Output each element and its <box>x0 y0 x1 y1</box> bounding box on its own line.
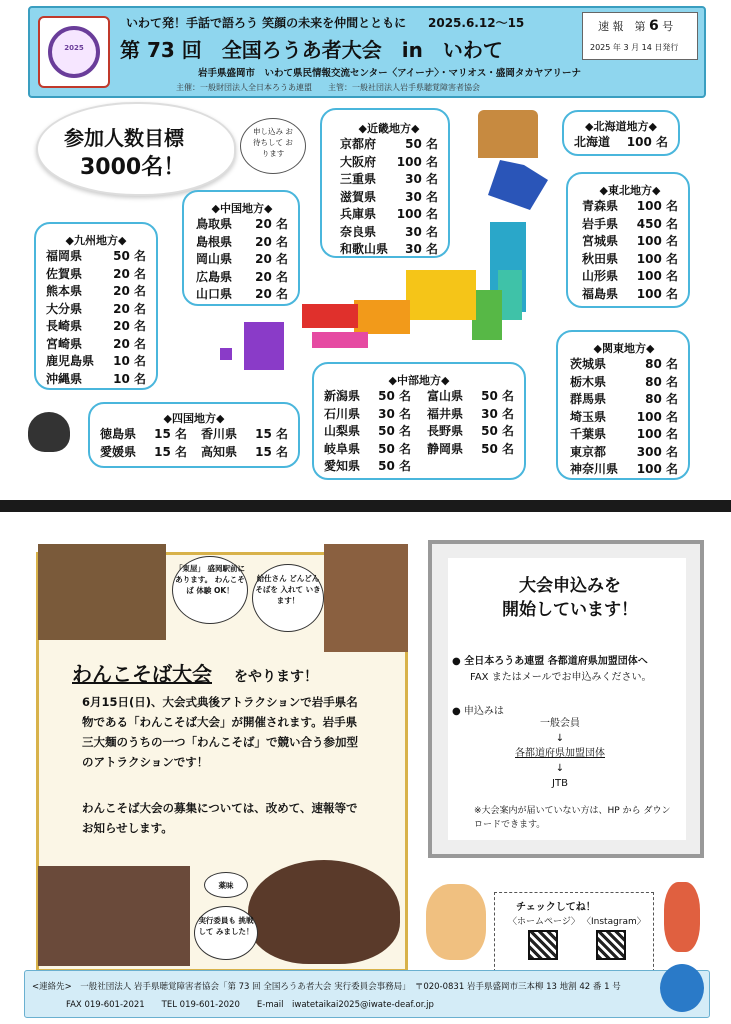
prefecture-name: 山形県 <box>582 269 619 283</box>
region-row <box>196 216 288 234</box>
participant-count: 30 名 <box>405 189 438 204</box>
prefecture-name: 北海道 <box>574 135 611 149</box>
region-row <box>46 353 146 371</box>
region-chubu <box>312 362 526 480</box>
region-row <box>582 286 678 304</box>
prefecture-name: 大阪府 <box>340 154 377 169</box>
prefecture-name: 熊本県 <box>46 284 83 298</box>
target-number: 3000名！ <box>80 155 186 180</box>
prefecture-name: 和歌山県 <box>340 242 389 256</box>
prefecture-name: 茨城県 <box>570 357 607 371</box>
participant-count: 100 名 <box>636 427 678 441</box>
prefecture-name: 高知県 <box>201 444 238 459</box>
prefecture-name: 沖縄県 <box>46 371 83 386</box>
region-row <box>46 283 146 301</box>
region-row <box>100 426 288 444</box>
region-row <box>46 336 146 354</box>
application-flow: 一般会員 ↓ 各都道府県加盟団体 ↓ JTB <box>515 718 605 789</box>
participant-count: 20 名 <box>113 266 146 281</box>
participant-count: 100 名 <box>636 269 678 283</box>
prefecture-name: 福島県 <box>582 286 619 301</box>
prefecture-name: 佐賀県 <box>46 266 83 281</box>
prefecture-name: 奈良県 <box>340 224 377 239</box>
region-title: ◆中部地方◆ <box>388 374 450 387</box>
application-title: 大会申込みを 開始しています！ <box>502 576 638 620</box>
participant-count: 20 名 <box>113 284 146 298</box>
region-row <box>427 441 514 459</box>
region-row <box>340 241 438 259</box>
region-title: ◆関東地方◆ <box>593 342 655 355</box>
participant-count: 50 名 <box>378 441 411 456</box>
region-row <box>324 423 411 441</box>
participant-count: 100 名 <box>636 234 678 248</box>
region-title: ◆近畿地方◆ <box>358 122 420 135</box>
prefecture-name: 神奈川県 <box>570 462 619 476</box>
speech-bubble-condiment: 薬味 <box>204 872 248 898</box>
prefecture-name: 愛知県 <box>324 459 361 473</box>
region-row <box>46 248 146 266</box>
participant-count: 50 名 <box>405 137 438 151</box>
participant-count: 100 名 <box>636 462 678 476</box>
note-text: 申し込み お待ちして おります <box>253 127 293 158</box>
region-kinki <box>320 108 450 258</box>
participant-count: 50 名 <box>378 459 411 473</box>
participant-count: 100 名 <box>636 251 678 266</box>
dancer-illustration-right <box>664 882 700 952</box>
participant-count: 20 名 <box>255 252 288 266</box>
region-row <box>196 269 288 287</box>
prefecture-name: 群馬県 <box>570 392 607 406</box>
check-title: チェックしてね！ <box>516 902 596 913</box>
participant-count: 30 名 <box>405 224 438 239</box>
instagram-label: 〈Instagram〉 <box>582 917 646 927</box>
region-row <box>570 461 678 479</box>
region-row <box>196 251 288 269</box>
participant-count: 50 名 <box>378 389 411 403</box>
region-row <box>570 374 678 392</box>
prefecture-name: 広島県 <box>196 269 233 284</box>
region-title: ◆九州地方◆ <box>65 234 127 247</box>
region-row <box>574 134 668 152</box>
prefecture-name: 山口県 <box>196 287 233 301</box>
region-row <box>570 426 678 444</box>
region-row <box>427 406 514 424</box>
prefecture-name: 富山県 <box>427 389 464 403</box>
prefecture-name: 静岡県 <box>427 441 464 456</box>
prefecture-name: 東京都 <box>570 444 607 459</box>
region-row <box>324 388 411 406</box>
participant-count: 100 名 <box>636 286 678 301</box>
region-row <box>582 198 678 216</box>
organizers: 主催：一般財団法人全日本ろうあ連盟 主管：一般社団法人岩手県聴覚障害者協会 <box>176 83 480 92</box>
venue: 岩手県盛岡市 いわて県民情報交流センター〈アイーナ〉・マリオス・盛岡タカヤアリーナ <box>198 68 581 79</box>
region-tohoku <box>566 172 690 308</box>
iron-kettle-icon <box>28 412 70 452</box>
participant-count: 10 名 <box>113 354 146 368</box>
prefecture-name: 千葉県 <box>570 427 607 441</box>
region-row <box>582 233 678 251</box>
prefecture-name: 京都府 <box>340 137 377 151</box>
event-dates: 2025.6.12～15 <box>428 16 525 30</box>
prefecture-name: 山梨県 <box>324 424 361 438</box>
region-row <box>570 444 678 462</box>
bowls-photo <box>38 866 190 966</box>
participant-count: 80 名 <box>645 357 678 371</box>
speech-bubble-server: 給仕さん どんどん そばを 入れて いきます！ <box>252 564 324 632</box>
region-row <box>324 441 411 459</box>
iwate-building <box>478 110 538 158</box>
participant-count: 20 名 <box>255 234 288 249</box>
table-photo <box>248 860 400 964</box>
event-logo: 2025 <box>38 16 110 88</box>
participant-count: 100 名 <box>396 154 438 169</box>
wanko-title-suffix: をやります！ <box>234 669 318 685</box>
participant-count: 20 名 <box>255 217 288 231</box>
region-hokkaido <box>562 110 680 156</box>
participant-count: 300 名 <box>636 444 678 459</box>
participant-count: 30 名 <box>481 406 514 421</box>
bullet-2: ● 申込みは <box>452 706 504 717</box>
region-row <box>570 409 678 427</box>
prefecture-name: 岡山県 <box>196 252 233 266</box>
region-row <box>340 154 438 172</box>
participant-count: 100 名 <box>396 207 438 221</box>
region-row <box>46 318 146 336</box>
prefecture-name: 長崎県 <box>46 319 83 333</box>
region-row <box>324 458 411 476</box>
participant-count: 450 名 <box>636 216 678 231</box>
section-divider <box>0 500 731 512</box>
participant-count: 20 名 <box>255 269 288 284</box>
region-row <box>46 301 146 319</box>
region-title: ◆東北地方◆ <box>599 184 661 197</box>
issue-date: 2025 年 3 月 14 日発行 <box>590 43 679 52</box>
wanko-paragraph-1: 6月15日(日)、大会式典後アトラクションで岩手県名物である「わんこそば大会」が開催されます。岩手県三大麺のうちの一つ「わんこそば」で競い合う参加型のアトラクションです！ <box>82 695 358 769</box>
prefecture-name: 宮城県 <box>582 234 619 248</box>
region-row <box>582 216 678 234</box>
region-row <box>100 444 288 462</box>
region-title: ◆北海道地方◆ <box>585 120 657 133</box>
server-photo <box>324 544 408 652</box>
region-row <box>340 136 438 154</box>
participant-count: 20 名 <box>255 287 288 301</box>
speech-bubble-restaurant: 「東屋」 盛岡駅前に あります。 わんこそば 体験 OK！ <box>172 556 248 624</box>
participant-count: 100 名 <box>626 135 668 149</box>
participant-count: 30 名 <box>405 242 438 256</box>
participant-count: 20 名 <box>113 301 146 316</box>
prefecture-name: 福岡県 <box>46 249 83 263</box>
participant-count: 50 名 <box>481 424 514 438</box>
region-row <box>340 171 438 189</box>
participant-count: 100 名 <box>636 409 678 424</box>
homepage-qr-code[interactable] <box>528 930 558 960</box>
prefecture-name: 三重県 <box>340 172 377 186</box>
region-row <box>196 234 288 252</box>
prefecture-name: 福井県 <box>427 406 464 421</box>
participant-count: 15 名 <box>154 427 187 441</box>
prefecture-name: 長野県 <box>427 424 464 438</box>
dancer-illustration-left <box>426 884 486 960</box>
region-row <box>196 286 288 304</box>
page-title: 第 73 回 全国ろうあ者大会 in いわて <box>120 38 503 62</box>
region-row <box>340 189 438 207</box>
prefecture-name: 新潟県 <box>324 389 361 403</box>
bullet-1: ● 全日本ろうあ連盟 各都道府県加盟団体へ <box>452 656 648 667</box>
participant-count: 50 名 <box>481 389 514 403</box>
participant-count: 20 名 <box>113 319 146 333</box>
region-row <box>582 251 678 269</box>
region-row <box>324 406 411 424</box>
region-row <box>340 206 438 224</box>
participant-count: 15 名 <box>255 444 288 459</box>
prefecture-name: 香川県 <box>201 427 238 441</box>
issue-number: 速 報 第 6 号 <box>598 18 674 34</box>
participant-count: 100 名 <box>636 199 678 213</box>
participant-count: 80 名 <box>645 392 678 406</box>
region-chugoku <box>182 190 300 306</box>
region-row <box>46 371 146 389</box>
participant-count: 50 名 <box>481 441 514 456</box>
tagline: いわて発！手話で語ろう 笑顔の未来を仲間とともに <box>126 16 407 30</box>
prefecture-name: 宮崎県 <box>46 336 83 351</box>
application-note: ※大会案内が届いていない方は、HP から ダウンロードできます。 <box>474 806 671 830</box>
region-row <box>570 391 678 409</box>
participant-count: 15 名 <box>255 427 288 441</box>
prefecture-name: 大分県 <box>46 301 83 316</box>
prefecture-name: 鳥取県 <box>196 217 233 231</box>
participant-count: 20 名 <box>113 336 146 351</box>
region-title: ◆四国地方◆ <box>163 412 225 425</box>
wanko-paragraph-2: わんこそば大会の募集については、改めて、速報等でお知らせします。 <box>82 801 358 835</box>
region-kanto <box>556 330 690 480</box>
participant-count: 50 名 <box>378 424 411 438</box>
footer-line-1: <連絡先> 一般社団法人 岩手県聴覚障害者協会「第 73 回 全国ろうあ者大会 実行委員会事務局」 〒020-0831 岩手県盛岡市三本柳 13 地割 42 番 1 号 <box>32 982 621 992</box>
region-title: ◆中国地方◆ <box>211 202 273 215</box>
region-shikoku <box>88 402 300 468</box>
restaurant-photo <box>38 544 166 640</box>
region-kyushu <box>34 222 158 390</box>
prefecture-name: 鹿児島県 <box>46 354 95 368</box>
footer-line-2: FAX 019-601-2021 TEL 019-601-2020 E-mail iwatetaikai2025@iwate-deaf.or.jp <box>66 1000 434 1010</box>
prefecture-name: 青森県 <box>582 199 619 213</box>
prefecture-name: 愛媛県 <box>100 444 137 459</box>
participant-count: 10 名 <box>113 371 146 386</box>
instagram-qr-code[interactable] <box>596 930 626 960</box>
footer-contact <box>24 970 710 1018</box>
prefecture-name: 兵庫県 <box>340 207 377 221</box>
prefecture-name: 滋賀県 <box>340 189 377 204</box>
prefecture-name: 徳島県 <box>100 427 137 441</box>
prefecture-name: 岐阜県 <box>324 441 361 456</box>
prefecture-name: 岩手県 <box>582 216 619 231</box>
region-row <box>582 268 678 286</box>
target-title: 参加人数目標 <box>64 126 184 150</box>
participant-count: 30 名 <box>405 172 438 186</box>
region-row <box>46 266 146 284</box>
speech-bubble-committee: 実行委員も 挑戦して みました！ <box>194 906 258 960</box>
prefecture-name: 栃木県 <box>570 374 607 389</box>
region-row <box>427 423 514 441</box>
association-logo <box>660 964 704 1012</box>
homepage-label: 〈ホームページ〉 <box>508 917 580 927</box>
participant-count: 50 名 <box>113 249 146 263</box>
wanko-title: わんこそば大会 <box>72 662 212 686</box>
participant-count: 80 名 <box>645 374 678 389</box>
bullet-1-detail: FAX またはメールでお申込みください。 <box>470 672 652 683</box>
prefecture-name: 石川県 <box>324 406 361 421</box>
region-row <box>570 356 678 374</box>
participant-count: 30 名 <box>378 406 411 421</box>
prefecture-name: 島根県 <box>196 234 233 249</box>
region-row <box>427 388 514 406</box>
participant-count: 15 名 <box>154 444 187 459</box>
prefecture-name: 埼玉県 <box>570 409 607 424</box>
prefecture-name: 秋田県 <box>582 251 619 266</box>
region-row <box>340 224 438 242</box>
